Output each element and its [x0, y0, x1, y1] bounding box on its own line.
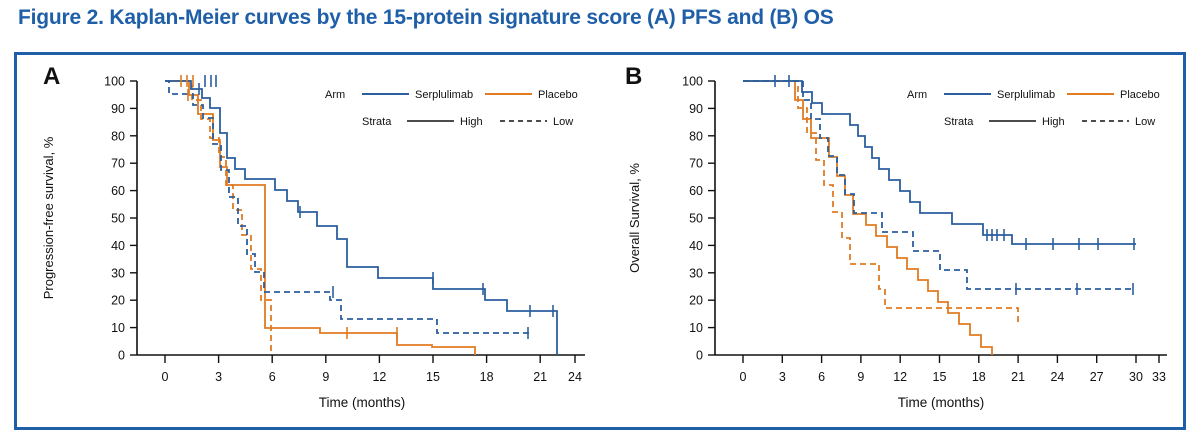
svg-text:100: 100 [682, 74, 703, 89]
svg-text:6: 6 [818, 370, 826, 384]
svg-text:50: 50 [111, 211, 125, 226]
svg-text:100: 100 [104, 74, 125, 89]
svg-text:Time (months): Time (months) [897, 395, 985, 410]
legend-high-b: High [1042, 116, 1065, 128]
legend-low-b: Low [1135, 116, 1156, 128]
svg-text:24: 24 [1050, 370, 1065, 384]
svg-text:40: 40 [689, 238, 703, 253]
svg-text:70: 70 [111, 156, 125, 171]
legend-low-a: Low [553, 116, 574, 128]
legend-serplulimab-b: Serplulimab [997, 89, 1056, 101]
svg-text:30: 30 [689, 266, 703, 281]
legend-strata-label-b: Strata [944, 116, 974, 128]
os-plot [607, 55, 1189, 427]
svg-text:18: 18 [971, 370, 986, 384]
legend-serplulimab-a: Serplulimab [415, 89, 474, 101]
svg-text:24: 24 [568, 370, 582, 384]
panel-a-letter: A [43, 63, 61, 90]
svg-text:3: 3 [215, 370, 223, 384]
legend-placebo-a: Placebo [538, 89, 578, 101]
svg-text:0: 0 [118, 348, 125, 363]
svg-text:0: 0 [739, 370, 747, 384]
svg-text:50: 50 [689, 211, 703, 226]
svg-text:30: 30 [111, 266, 125, 281]
svg-text:0: 0 [696, 348, 703, 363]
svg-text:12: 12 [372, 370, 387, 384]
svg-text:10: 10 [689, 321, 703, 336]
legend-arm-label-b: Arm [907, 89, 928, 101]
svg-text:21: 21 [533, 370, 548, 384]
legend-arm-label-a: Arm [325, 89, 346, 101]
svg-text:70: 70 [689, 156, 703, 171]
svg-text:80: 80 [111, 129, 125, 144]
svg-text:80: 80 [689, 129, 703, 144]
svg-text:Progression-free survival, %: Progression-free survival, % [41, 136, 56, 300]
svg-text:0: 0 [161, 370, 169, 384]
svg-text:12: 12 [893, 370, 908, 384]
svg-text:15: 15 [932, 370, 947, 384]
legend-placebo-b: Placebo [1120, 89, 1160, 101]
svg-text:Overall Survival, %: Overall Survival, % [627, 163, 642, 273]
svg-text:Time (months): Time (months) [318, 395, 406, 410]
panel-os [607, 55, 1189, 427]
svg-text:27: 27 [1089, 370, 1104, 384]
svg-text:20: 20 [111, 293, 125, 308]
figure-title: Figure 2. Kaplan-Meier curves by the 15-protein signature score (A) PFS and (B) OS [18, 6, 834, 29]
svg-text:30: 30 [1129, 370, 1143, 384]
panel-pfs [17, 55, 607, 427]
svg-text:6: 6 [268, 370, 276, 384]
svg-text:33: 33 [1152, 370, 1166, 384]
svg-text:10: 10 [111, 321, 125, 336]
svg-text:18: 18 [479, 370, 494, 384]
svg-text:40: 40 [111, 238, 125, 253]
panel-b-letter: B [625, 63, 643, 90]
svg-text:9: 9 [857, 370, 865, 384]
svg-text:15: 15 [426, 370, 440, 384]
svg-text:60: 60 [689, 184, 703, 199]
svg-text:60: 60 [111, 184, 125, 199]
svg-text:20: 20 [689, 293, 703, 308]
svg-text:90: 90 [689, 101, 703, 116]
svg-text:9: 9 [322, 370, 330, 384]
svg-text:21: 21 [1011, 370, 1026, 384]
legend-high-a: High [460, 116, 483, 128]
pfs-plot [17, 55, 607, 427]
legend-strata-label-a: Strata [362, 116, 392, 128]
svg-text:3: 3 [778, 370, 786, 384]
svg-text:90: 90 [111, 101, 125, 116]
figure-panel-frame [14, 52, 1186, 430]
